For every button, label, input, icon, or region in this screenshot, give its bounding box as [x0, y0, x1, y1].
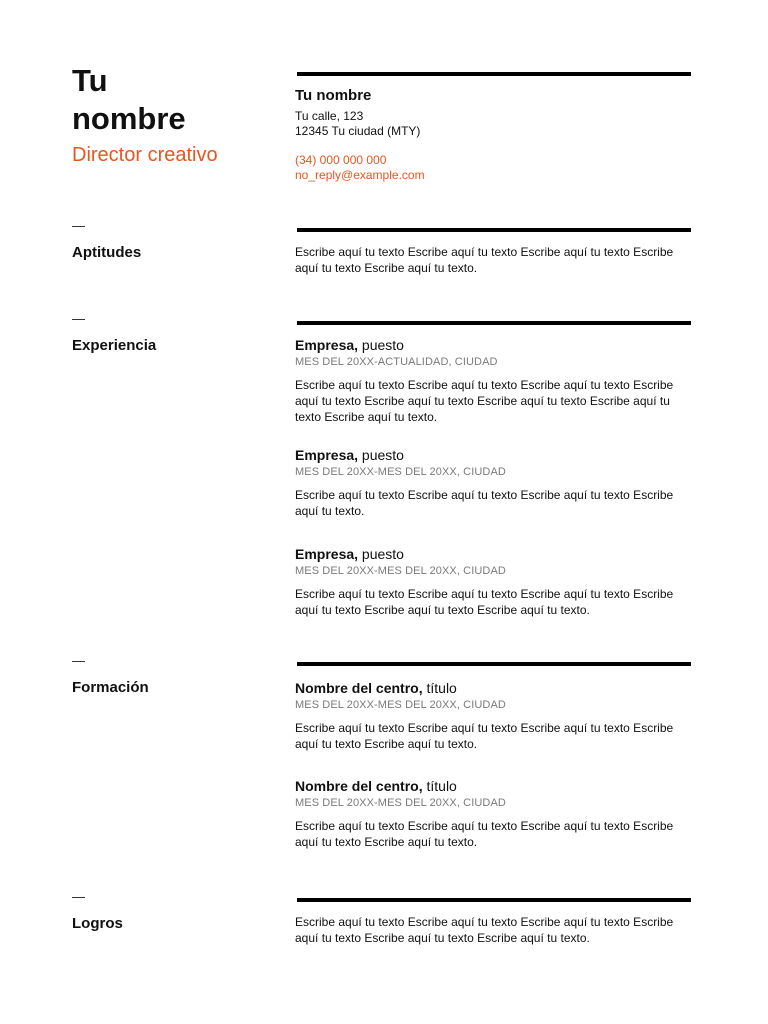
- contact-name: Tu nombre: [295, 87, 372, 104]
- contact-city: 12345 Tu ciudad (MTY): [295, 124, 421, 138]
- entry-org: Empresa,: [295, 546, 359, 562]
- section-title: Aptitudes: [72, 244, 142, 261]
- entry-meta: MES DEL 20XX-MES DEL 20XX, CIUDAD: [295, 699, 506, 711]
- entry-role: título: [422, 778, 457, 794]
- entry-role: título: [422, 680, 457, 696]
- experiencia-rule: [297, 321, 691, 325]
- logros-rule: [297, 898, 691, 902]
- entry-role: puesto: [358, 546, 404, 562]
- experience-entry: [295, 447, 690, 519]
- contact-phone[interactable]: (34) 000 000 000: [295, 153, 387, 167]
- section-experiencia: [72, 313, 272, 354]
- entry-role: puesto: [358, 447, 404, 463]
- section-dash: —: [72, 653, 85, 668]
- entry-heading: [295, 447, 690, 464]
- section-logros: [72, 891, 272, 932]
- section-formacion: [72, 655, 272, 696]
- entry-text: Escribe aquí tu texto Escribe aquí tu texto Escribe aquí tu texto Escribe aquí tu texto Escribe aquí tu texto.: [295, 819, 674, 849]
- section-dash: —: [72, 311, 85, 326]
- formacion-rule: [297, 662, 691, 666]
- job-title: Director creativo: [72, 144, 218, 166]
- logros-content: [295, 914, 690, 946]
- entry-heading: [295, 546, 690, 563]
- entry-meta: MES DEL 20XX-ACTUALIDAD, CIUDAD: [295, 356, 498, 368]
- entry-heading: [295, 337, 690, 354]
- section-aptitudes: [72, 220, 272, 261]
- entry-org: Nombre del centro,: [295, 778, 423, 794]
- logros-text: Escribe aquí tu texto Escribe aquí tu texto Escribe aquí tu texto Escribe aquí tu texto Escribe aquí tu texto Escribe aquí tu texto.: [295, 915, 674, 945]
- entry-meta: MES DEL 20XX-MES DEL 20XX, CIUDAD: [295, 466, 506, 478]
- entry-org: Empresa,: [295, 337, 359, 353]
- aptitudes-text: Escribe aquí tu texto Escribe aquí tu texto Escribe aquí tu texto Escribe aquí tu texto Escribe aquí tu texto.: [295, 245, 674, 275]
- entry-meta: MES DEL 20XX-MES DEL 20XX, CIUDAD: [295, 565, 506, 577]
- section-title: Experiencia: [72, 337, 157, 354]
- contact-street: Tu calle, 123: [295, 109, 364, 123]
- entry-role: puesto: [358, 337, 404, 353]
- experience-entry: [295, 546, 690, 618]
- entry-text: Escribe aquí tu texto Escribe aquí tu texto Escribe aquí tu texto Escribe aquí tu texto Escribe aquí tu texto Escribe aquí tu texto Escribe aquí tu texto Escribe aquí tu texto.: [295, 378, 674, 424]
- section-dash: —: [72, 218, 85, 233]
- contact-rule: [297, 72, 691, 76]
- header-block: [72, 62, 272, 167]
- contact-email[interactable]: no_reply@example.com: [295, 168, 425, 182]
- entry-text: Escribe aquí tu texto Escribe aquí tu texto Escribe aquí tu texto Escribe aquí tu texto Escribe aquí tu texto Escribe aquí tu texto.: [295, 587, 674, 617]
- entry-heading: [295, 778, 690, 795]
- entry-text: Escribe aquí tu texto Escribe aquí tu texto Escribe aquí tu texto Escribe aquí tu texto.: [295, 488, 674, 518]
- education-entry: [295, 680, 690, 752]
- experience-entry: [295, 337, 690, 425]
- entry-meta: MES DEL 20XX-MES DEL 20XX, CIUDAD: [295, 797, 506, 809]
- aptitudes-rule: [297, 228, 691, 232]
- entry-text: Escribe aquí tu texto Escribe aquí tu texto Escribe aquí tu texto Escribe aquí tu texto Escribe aquí tu texto.: [295, 721, 674, 751]
- education-entry: [295, 778, 690, 850]
- contact-block: [295, 87, 690, 183]
- name-line2: nombre: [72, 101, 186, 136]
- section-dash: —: [72, 889, 85, 904]
- entry-heading: [295, 680, 690, 697]
- entry-org: Nombre del centro,: [295, 680, 423, 696]
- section-title: Logros: [72, 915, 123, 932]
- aptitudes-content: [295, 244, 690, 276]
- name-line1: Tu: [72, 63, 108, 98]
- entry-org: Empresa,: [295, 447, 359, 463]
- section-title: Formación: [72, 679, 149, 696]
